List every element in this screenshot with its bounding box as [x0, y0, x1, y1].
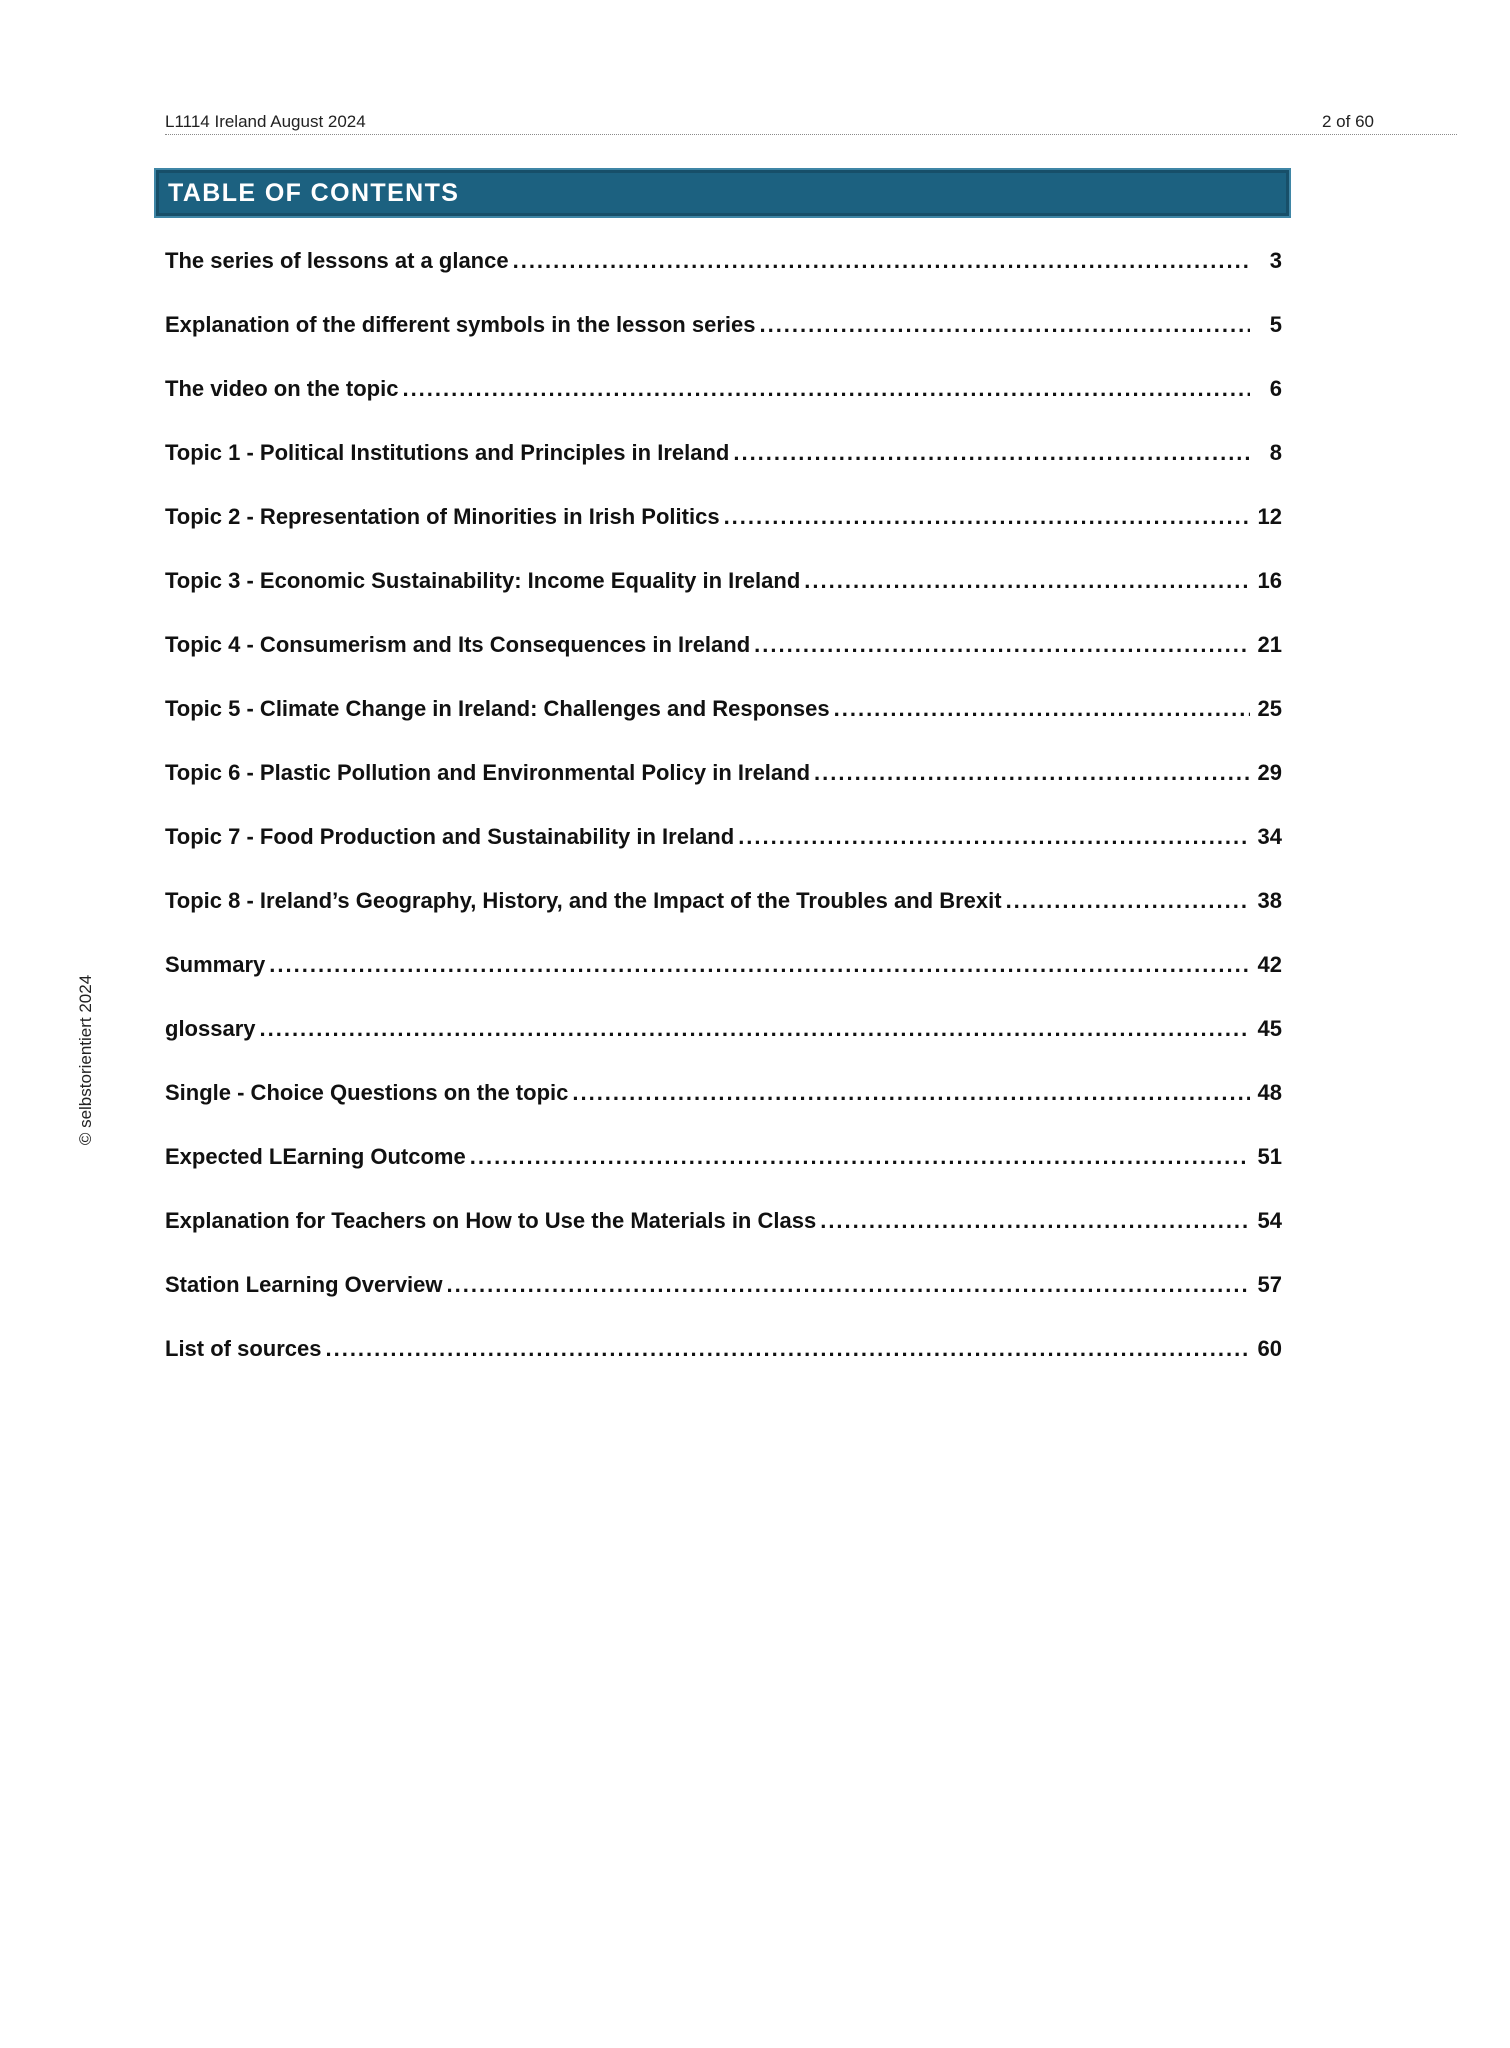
toc-entry-label: Topic 1 - Political Institutions and Principles in Ireland — [165, 440, 730, 465]
page-number: 2 of 60 — [1322, 112, 1374, 131]
toc-entry-page: 6 — [1269, 376, 1282, 401]
dot-leader — [572, 1080, 1250, 1106]
toc-entry-label: Summary — [165, 952, 266, 977]
toc-entry-label: glossary — [165, 1016, 256, 1041]
document-id: L1114 Ireland August 2024 — [165, 112, 366, 131]
toc-entry-topic-7[interactable] — [165, 824, 1282, 888]
toc-entry-page: 34 — [1257, 824, 1282, 849]
dot-leader — [402, 376, 1250, 402]
toc-entry-label: The video on the topic — [165, 376, 399, 401]
toc-title: TABLE OF CONTENTS — [168, 179, 460, 207]
dot-leader — [754, 632, 1250, 658]
toc-entry-teacher-explanation[interactable] — [165, 1208, 1282, 1272]
toc-entry-glossary[interactable] — [165, 1016, 1282, 1080]
toc-entry-label: Topic 5 - Climate Change in Ireland: Challenges and Responses — [165, 696, 830, 721]
toc-entry-page: 48 — [1257, 1080, 1282, 1105]
toc-entry-label: Topic 8 - Ireland’s Geography, History, and the Impact of the Troubles and Brexit — [165, 888, 1002, 913]
toc-entry-label: The series of lessons at a glance — [165, 248, 509, 273]
page-header — [165, 110, 1457, 135]
dot-leader — [814, 760, 1250, 786]
toc-entry-page: 42 — [1257, 952, 1282, 977]
toc-entry-page: 5 — [1269, 312, 1282, 337]
toc-entry-station-learning[interactable] — [165, 1272, 1282, 1336]
toc-entry-summary[interactable] — [165, 952, 1282, 1016]
toc-entry-symbols-explanation[interactable] — [165, 312, 1282, 376]
toc-entry-sources[interactable] — [165, 1336, 1282, 1400]
toc-entry-label: Topic 3 - Economic Sustainability: Income Equality in Ireland — [165, 568, 801, 593]
toc-entry-label: Expected LEarning Outcome — [165, 1144, 466, 1169]
toc-entry-page: 16 — [1257, 568, 1282, 593]
toc-entry-topic-2[interactable] — [165, 504, 1282, 568]
toc-entry-page: 57 — [1257, 1272, 1282, 1297]
toc-entry-page: 51 — [1257, 1144, 1282, 1169]
dot-leader — [738, 824, 1250, 850]
toc-entry-page: 3 — [1269, 248, 1282, 273]
toc-entry-topic-6[interactable] — [165, 760, 1282, 824]
toc-entry-label: Explanation of the different symbols in the lesson series — [165, 312, 756, 337]
toc-entry-label: Explanation for Teachers on How to Use the Materials in Class — [165, 1208, 817, 1233]
dot-leader — [820, 1208, 1250, 1234]
toc-entry-label: Topic 7 - Food Production and Sustainability in Ireland — [165, 824, 735, 849]
toc-entry-page: 8 — [1269, 440, 1282, 465]
toc-entry-label: Topic 6 - Plastic Pollution and Environmental Policy in Ireland — [165, 760, 811, 785]
toc-entry-label: Station Learning Overview — [165, 1272, 443, 1297]
dot-leader — [733, 440, 1250, 466]
dot-leader — [804, 568, 1250, 594]
dot-leader — [1006, 888, 1250, 914]
toc-entry-topic-4[interactable] — [165, 632, 1282, 696]
toc-entry-topic-5[interactable] — [165, 696, 1282, 760]
dot-leader — [513, 248, 1250, 274]
toc-entry-video[interactable] — [165, 376, 1282, 440]
toc-entry-page: 54 — [1257, 1208, 1282, 1233]
dot-leader — [759, 312, 1250, 338]
dot-leader — [470, 1144, 1250, 1170]
toc-entry-label: Topic 4 - Consumerism and Its Consequences in Ireland — [165, 632, 751, 657]
toc-list — [165, 248, 1282, 1400]
toc-entry-page: 29 — [1257, 760, 1282, 785]
dot-leader — [269, 952, 1250, 978]
toc-entry-learning-outcome[interactable] — [165, 1144, 1282, 1208]
toc-entry-page: 60 — [1257, 1336, 1282, 1361]
toc-entry-page: 12 — [1257, 504, 1282, 529]
toc-entry-topic-3[interactable] — [165, 568, 1282, 632]
copyright-notice: © selbstorientiert 2024 — [76, 974, 95, 1146]
toc-entry-page: 21 — [1257, 632, 1282, 657]
toc-entry-page: 25 — [1257, 696, 1282, 721]
toc-entry-topic-1[interactable] — [165, 440, 1282, 504]
dot-leader — [724, 504, 1250, 530]
toc-heading-banner — [154, 168, 1291, 218]
toc-entry-lessons-at-a-glance[interactable] — [165, 248, 1282, 312]
toc-entry-page: 38 — [1257, 888, 1282, 913]
toc-entry-label: Single - Choice Questions on the topic — [165, 1080, 569, 1105]
toc-entry-single-choice-questions[interactable] — [165, 1080, 1282, 1144]
dot-leader — [834, 696, 1250, 722]
toc-entry-label: List of sources — [165, 1336, 322, 1361]
toc-entry-topic-8[interactable] — [165, 888, 1282, 952]
toc-entry-page: 45 — [1257, 1016, 1282, 1041]
dot-leader — [325, 1336, 1250, 1362]
dot-leader — [447, 1272, 1250, 1298]
dot-leader — [260, 1016, 1251, 1042]
toc-entry-label: Topic 2 - Representation of Minorities in Irish Politics — [165, 504, 720, 529]
